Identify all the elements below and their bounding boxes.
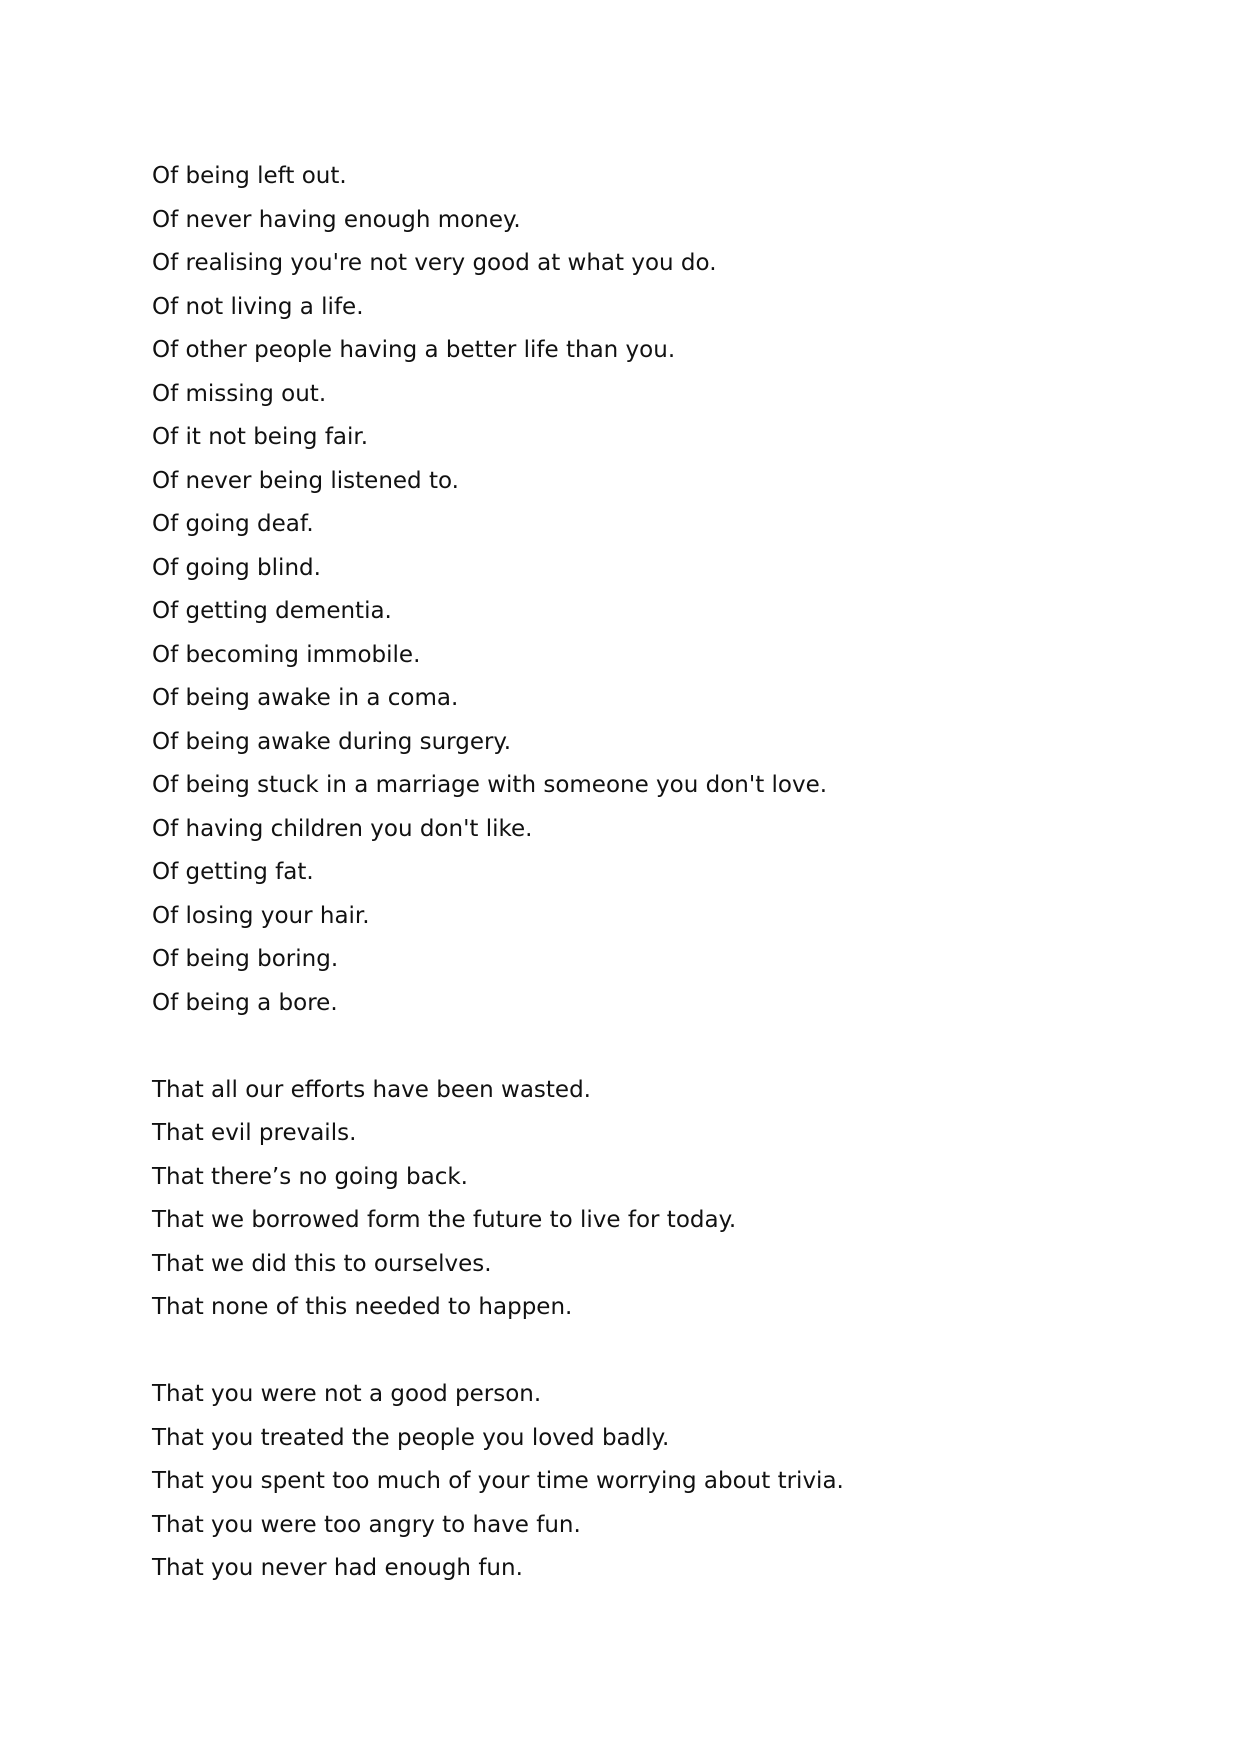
text-line: That you were not a good person.: [152, 1381, 542, 1407]
text-line: Of other people having a better life than you.: [152, 337, 676, 363]
text-line: That you were too angry to have fun.: [152, 1511, 581, 1538]
text-line: Of missing out.: [152, 380, 327, 407]
text-line: That you treated the people you loved badly.: [152, 1424, 670, 1451]
text-line: Of being left out.: [152, 163, 347, 189]
text-line: That there’s no going back.: [152, 1163, 468, 1190]
text-line: Of being stuck in a marriage with someone you don't love.: [152, 772, 828, 798]
text-line: Of never being listened to.: [152, 467, 459, 494]
text-line: That you never had enough fun.: [152, 1555, 523, 1581]
text-line: That none of this needed to happen.: [152, 1294, 573, 1320]
text-line: Of not living a life.: [152, 293, 364, 320]
text-line: That we did this to ourselves.: [152, 1250, 492, 1277]
text-line: Of having children you don't like.: [152, 815, 533, 842]
text-line: Of being awake during surgery.: [152, 728, 512, 755]
text-line: Of getting fat.: [152, 859, 314, 885]
stanza-2: [152, 1069, 1152, 1330]
text-line: Of becoming immobile.: [152, 641, 421, 668]
text-line: Of going deaf.: [152, 511, 314, 537]
text-line: That we borrowed form the future to live for today.: [152, 1207, 737, 1233]
text-line: Of never having enough money.: [152, 206, 521, 233]
text-line: Of being a bore.: [152, 989, 338, 1016]
text-line: Of being boring.: [152, 946, 339, 972]
stanza-1: [152, 155, 1152, 1025]
text-line: Of going blind.: [152, 554, 321, 581]
document-page: [152, 155, 1152, 1634]
text-line: Of it not being fair.: [152, 424, 369, 450]
text-line: That all our efforts have been wasted.: [152, 1076, 591, 1103]
text-line: That evil prevails.: [152, 1120, 357, 1146]
text-line: Of realising you're not very good at what you do.: [152, 250, 717, 276]
text-line: Of losing your hair.: [152, 902, 370, 929]
text-line: Of getting dementia.: [152, 598, 392, 624]
text-line: Of being awake in a coma.: [152, 685, 459, 711]
text-line: That you spent too much of your time worrying about trivia.: [152, 1468, 844, 1494]
stanza-3: [152, 1373, 1152, 1591]
